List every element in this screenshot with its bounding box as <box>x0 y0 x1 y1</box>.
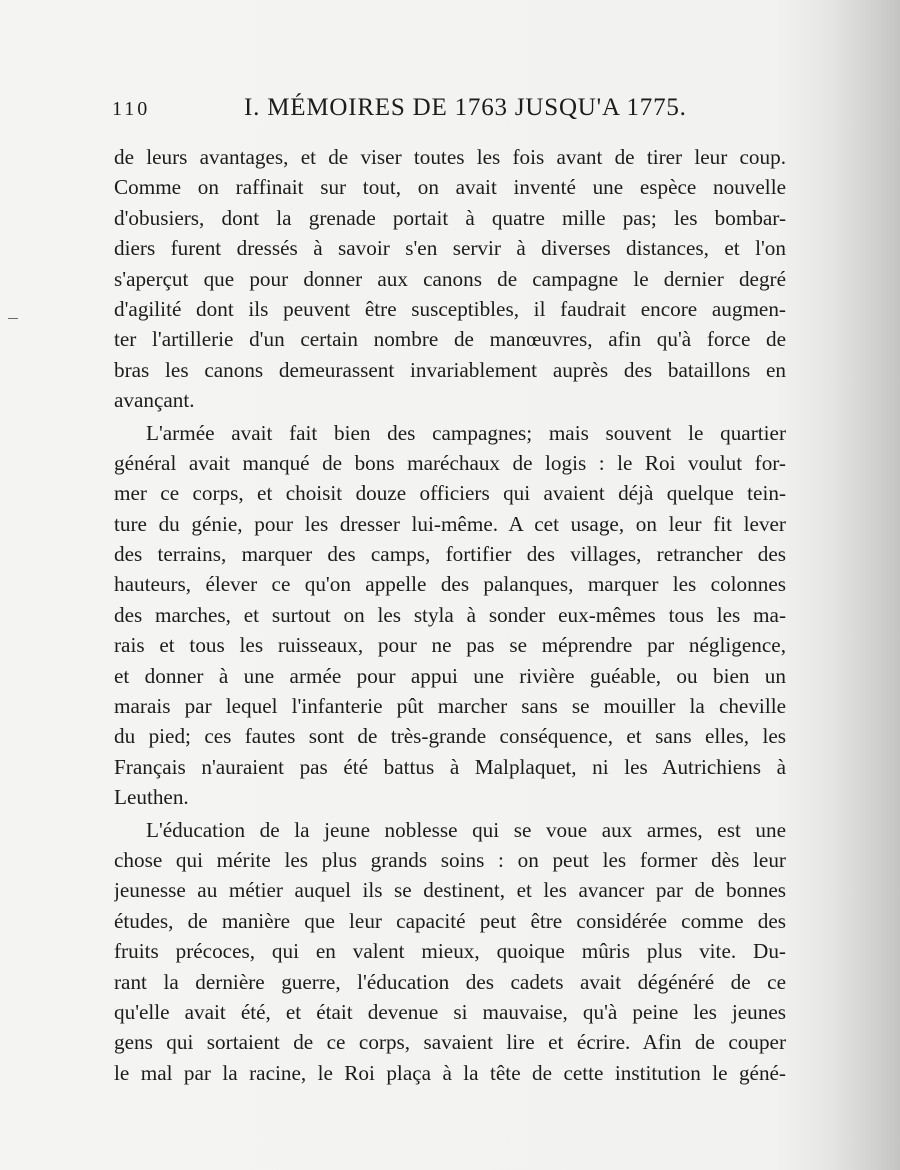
text-line: ter l'artillerie d'un certain nombre de manœuvres, afin qu'à force de <box>114 327 786 352</box>
text-line: des marches, et surtout on les styla à sonder eux-mêmes tous les ma- <box>114 602 786 627</box>
paragraph-end-line: avançant. <box>114 388 195 413</box>
text-line: Français n'auraient pas été battus à Malplaquet, ni les Autrichiens à <box>114 754 786 779</box>
text-line: fruits précoces, qui en valent mieux, quoique mûris plus vite. Du- <box>114 939 786 964</box>
text-line: du pied; ces fautes sont de très-grande conséquence, et sans elles, les <box>114 724 786 749</box>
text-line: gens qui sortaient de ce corps, savaient lire et écrire. Afin de couper <box>114 1030 786 1055</box>
text-line: Comme on raffinait sur tout, on avait inventé une espèce nouvelle <box>114 175 786 200</box>
paragraph-start-line: L'armée avait fait bien des campagnes; mais souvent le quartier <box>146 420 786 445</box>
text-line: des terrains, marquer des camps, fortifier des villages, retrancher des <box>114 542 786 567</box>
text-line: mer ce corps, et choisit douze officiers qui avaient déjà quelque tein- <box>114 481 786 506</box>
page-number: 110 <box>112 98 151 120</box>
margin-mark <box>8 318 18 319</box>
text-line: marais par lequel l'infanterie pût marcher sans se mouiller la cheville <box>114 694 786 719</box>
text-line: d'obusiers, dont la grenade portait à quatre mille pas; les bombar- <box>114 205 786 230</box>
running-head <box>112 94 788 128</box>
text-line: diers furent dressés à savoir s'en servir à diverses distances, et l'on <box>114 236 786 261</box>
text-line: ture du génie, pour les dresser lui-même. A cet usage, on leur fit lever <box>114 511 786 536</box>
text-line: études, de manière que leur capacité peut être considérée comme des <box>114 908 786 933</box>
text-line: bras les canons demeurassent invariablement auprès des bataillons en <box>114 357 786 382</box>
text-line: hauteurs, élever ce qu'on appelle des palanques, marquer les colonnes <box>114 572 786 597</box>
text-line: s'aperçut que pour donner aux canons de campagne le dernier degré <box>114 266 786 291</box>
body-text <box>114 142 786 1088</box>
text-line: rais et tous les ruisseaux, pour ne pas se méprendre par négligence, <box>114 633 786 658</box>
text-line: général avait manqué de bons maréchaux de logis : le Roi voulut for- <box>114 450 786 475</box>
text-line: et donner à une armée pour appui une rivière guéable, ou bien un <box>114 663 786 688</box>
text-line: chose qui mérite les plus grands soins : on peut les former dès leur <box>114 847 786 872</box>
text-line: le mal par la racine, le Roi plaça à la tête de cette institution le géné- <box>114 1060 786 1085</box>
paragraph-start-line: L'éducation de la jeune noblesse qui se voue aux armes, est une <box>146 817 786 842</box>
text-line: jeunesse au métier auquel ils se destinent, et les avancer par de bonnes <box>114 878 786 903</box>
text-line: rant la dernière guerre, l'éducation des cadets avait dégénéré de ce <box>114 969 786 994</box>
text-line: qu'elle avait été, et était devenue si mauvaise, qu'à peine les jeunes <box>114 999 786 1024</box>
running-title: I. MÉMOIRES DE 1763 JUSQU'A 1775. <box>244 94 687 121</box>
paragraph-end-line: Leuthen. <box>114 785 189 810</box>
text-line: de leurs avantages, et de viser toutes les fois avant de tirer leur coup. <box>114 145 786 169</box>
text-line: d'agilité dont ils peuvent être susceptibles, il faudrait encore augmen- <box>114 296 786 321</box>
